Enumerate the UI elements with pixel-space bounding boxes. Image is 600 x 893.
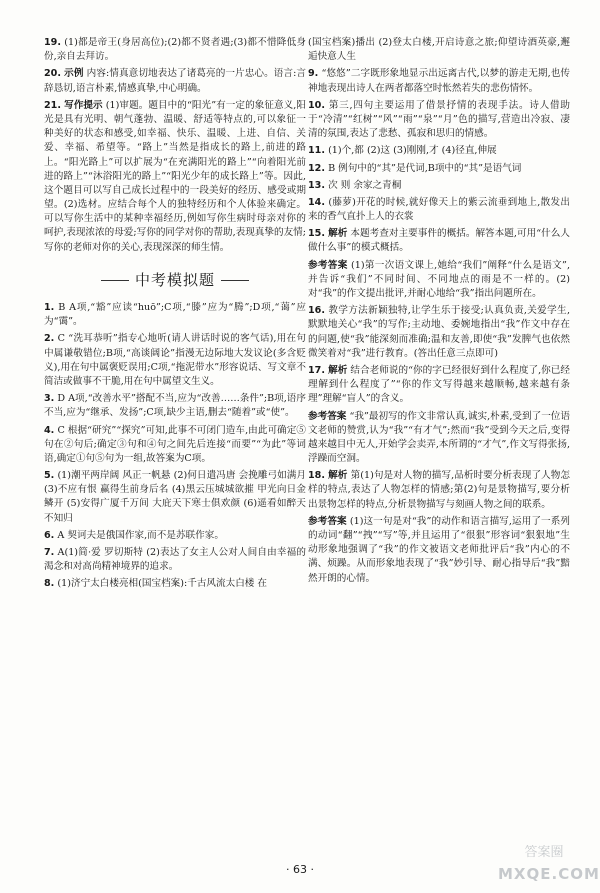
watermark-logo [498,841,600,887]
item-text: B A项,“豁”应读“huō”;C项,“滕”应为“腾”;D项,“蔼”应为“霭”。 [44,302,306,328]
item-text: (1)济宁太白楼亮相(国宝档案):千古风流太白楼 在 [57,578,268,590]
answer-item [44,529,306,543]
right-column [308,36,570,589]
item-label: 参考答案 [308,259,348,271]
item-label: 解析 [328,364,348,376]
answer-item [308,144,570,158]
answer-item [308,227,570,255]
item-text: (1)个,都 (2)这 (3)刚刚,才 (4)径直,伸展 [328,145,497,157]
item-number: 11. [308,145,325,157]
item-number: 5. [44,470,55,482]
item-number: 6. [44,529,55,541]
item-number: 13. [308,179,325,191]
answer-item [308,364,570,407]
item-text: 第(1)句是对人物的描写,品析时要分析表现了人物怎样的特点,表达了人物怎样的情感;第(2)句是景物描写,要分析出景物怎样的特点,分析景物描写与刻画人物之间的联系。 [308,470,571,510]
item-text: 内容:情真意切地表达了诸葛亮的一片忠心。语言:言辞恳切,语言朴素,情感真挚,中心明确。 [44,68,307,94]
answer-item [44,67,306,95]
answer-item [308,67,570,95]
answer-item [308,99,570,142]
item-label: 参考答案 [308,410,347,422]
item-text: C “洗耳恭听”指专心地听(请人讲话时说的客气话),用在句中属谦敬错位;B项,“高谈阔论”指漫无边际地大发议论(多含贬义),用在句中属褒贬误用;C项,“拖泥带水”形容说话、写文章不简洁或做事不干脆,用在句中属望文生义。 [44,333,306,387]
item-text: (藤萝)开花的时候,就好像天上的紫云流垂到地上,散发出来的香气直扑上人的衣裳 [308,196,570,223]
item-number: 9. [308,68,319,80]
item-text: 教学方法新颖独特,让学生乐于接受;认真负责,关爱学生,默默地关心“我”的写作;主动地、委婉地指出“我”作文中存在的问题,使“我”能深刻而准确;温和友善,即使“我”发脾气也依然微笑着对“我”进行教育。(答出任意三点即可) [308,305,570,359]
answer-item [44,546,306,574]
item-text: (国宝档案)播出 (2)登太白楼,开启诗意之旅;仰望诗酒英豪,邂逅快意人生 [308,37,570,63]
watermark-bottom-text: MXQE.COM [498,864,600,883]
answer-item [44,424,306,467]
item-number: 12. [308,162,325,174]
item-text: 本题考查对主要事件的概括。解答本题,可用“什么人做什么事”的模式概括。 [308,228,570,254]
item-number: 21. [44,99,61,111]
item-number: 3. [44,393,55,405]
answer-item [44,332,306,389]
section-title: 中考模拟题 [44,269,306,291]
item-number: 7. [44,547,55,558]
item-number: 14. [308,196,325,208]
item-number: 18. [308,470,325,482]
item-text: 次 则 余家之青桐 [328,179,402,191]
answer-item [44,36,306,64]
item-number: 4. [44,424,55,436]
item-text: (1)都是帝王(身居高位);(2)都不贤者遇;(3)都不惜降低身份,亲自去拜访。 [44,37,306,63]
answer-item [44,99,306,255]
item-text: 结合老师说的“你的字已经很好到什么程度了,你已经理解到什么程度了”“你的作文写得越来越顺畅,越来越有条理”理解“盲人”的含义。 [308,364,570,405]
item-number: 2. [44,333,55,345]
item-number: 15. [308,228,325,240]
item-text: (1)审题。题目中的“阳光”有一定的象征意义,阳光是具有光明、朝气蓬勃、温暖、舒适等特点的,可以象征一种美好的状态和感受,如幸福、快乐、温暖、上进、自信、关爱、幸福、希望等。“路上”当然是指成长的路上,前进的路上。“阳光路上”可以扩展为“在充满阳光的路上”“向着阳光前进的路上”“沐浴阳光的路上”“阳光少年的成长路上”等。因此,这个题目可以写自己成长过程中的一段美好的经历、感受或期望。(2)选材。应结合每个人的独特经历和个人体验来确定。可以写你生活中的某种幸福经历,例如写你生病时母亲对你的呵护,表现浓浓的母爱;写你的同学对你的帮助,表现真挚的友情;写你的老师对你的关心,表现深深的师生情。 [44,99,307,253]
answer-item [308,179,570,193]
answer-item [308,304,570,361]
item-label: 参考答案 [308,515,347,527]
item-text: (1)潮平两岸阔 风正一帆悬 (2)何日遣冯唐 会挽雕弓如满月 (3)不应有恨 赢得生前身后名 (4)黑云压城城欲摧 甲光向日金鳞开 (5)安得广厦千万间 大庇天下寒士俱欢颜 (6)遥看如醉天 不知归 [44,470,307,524]
item-number: 1. [44,302,55,313]
answer-item [308,469,570,512]
item-label: 解析 [328,470,348,482]
item-number: 8. [44,578,55,590]
page-number: · 63 · [286,863,314,876]
left-column [44,36,306,595]
item-text: B 例句中的“其”是代词,B项中的“其”是语气词 [328,162,522,174]
answer-item [308,259,570,302]
item-text: C 根据“研究”“探究”可知,此事不可闭门造车,由此可确定⑤句在②句后;确定③句和④句之间先后连接“而要”“为此”等词语,确定①句⑤句为一组,故答案为C项。 [44,424,306,464]
left-answer-list [44,36,306,255]
watermark-top-text: 答案圈 [524,845,564,860]
item-number: 19. [44,37,61,48]
item-text: “悠悠”二字既形象地显示出远离古代,以梦的游走无期,也传神地表现出诗人在两者都落空时怅然若失的悲伤情怀。 [308,68,570,94]
answer-item [44,301,306,329]
right-answer-list [308,36,570,586]
item-number: 16. [308,305,325,317]
answer-item [44,392,306,420]
item-label: 示例 [64,68,84,80]
answer-item [44,469,306,526]
exam-answer-list [44,301,306,592]
answer-item [308,410,570,467]
answer-item [308,162,570,176]
item-text: A(1)简·爱 罗切斯特 (2)表达了女主人公对人间自由幸福的渴念和对高尚精神境界的追求。 [44,547,306,573]
answer-item [308,36,570,64]
answer-item [44,577,306,591]
item-number: 10. [308,99,325,111]
answer-item [308,515,570,586]
item-number: 17. [308,364,325,376]
item-text: 第三,四句主要运用了借景抒情的表现手法。诗人借助于“冷清”“红树”“风”“雨”“泉”“月”色的描写,营造出冷寂、凄清的氛围,表达了悲愁、孤寂和思归的情感。 [308,99,570,140]
item-label: 解析 [328,228,348,240]
item-label: 写作提示 [64,99,103,111]
item-text: A 契诃夫是俄国作家,而不是苏联作家。 [57,529,224,541]
item-number: 20. [44,68,61,80]
item-text: D A项,“改善水平”搭配不当,应为“改善……条件”;B项,语序不当,应为“继承、发扬”;C项,缺少主语,删去“随着”或“使”。 [44,393,306,419]
item-text: “我”最初写的作文非常认真,诚实,朴素,受到了一位语文老师的赞赏,认为“我”“有才气”;然而“我”受到今天之后,变得越来越目中无人,开始学会卖弄,本所谓的“才气”,作文写得张扬,浮躁而空洞。 [308,410,570,465]
answer-item [308,196,570,224]
item-text: (1)这一句是对“我”的动作和语言描写,运用了一系列的动词“翻”“拽”“写”等,并且运用了“很狠”形容词“狠狠地”生动形象地强调了“我”的作文被语文老师批评后“我”内心的不满、烦躁。从而形象地表现了“我”妙引导、耐心指导后“我”黯然开朗的心情。 [308,515,571,584]
item-text: (1)第一次语文课上,她给“我们”阐释“什么是语文”,并告诉“我们”不同时间、不同地点的雨是不一样的。(2)对“我”的作文提出批评,并耐心地给“我”指出问题所在。 [308,259,570,299]
